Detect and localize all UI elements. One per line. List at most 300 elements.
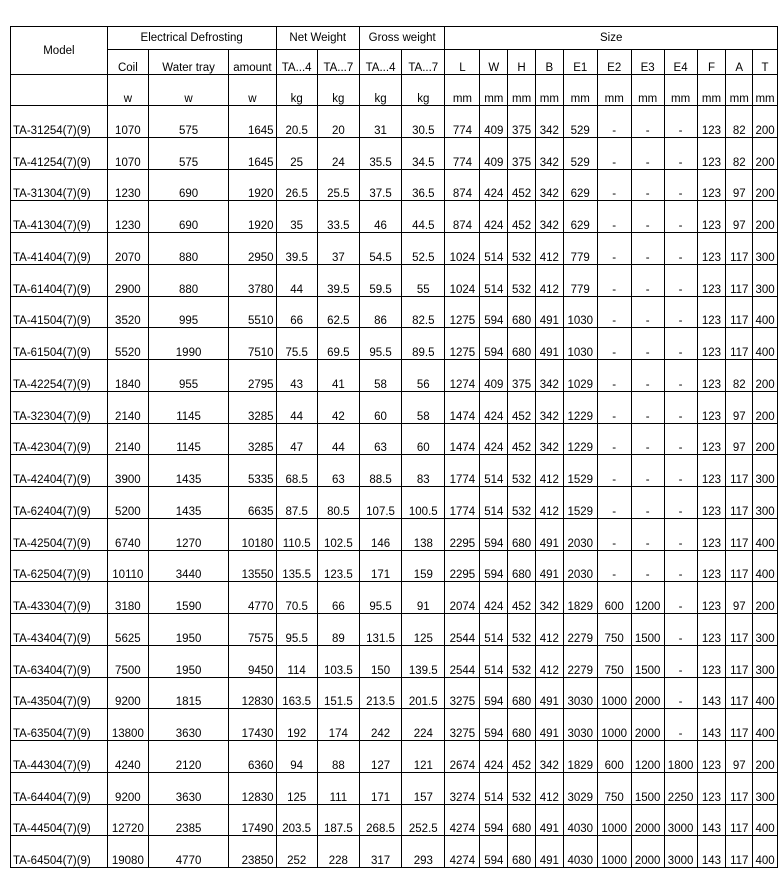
value-cell: -	[597, 423, 631, 455]
unit-header: kg	[359, 75, 401, 106]
unit-header: mm	[445, 75, 480, 106]
value-cell: 452	[508, 741, 536, 773]
subcolumn-header: TA...4	[276, 50, 317, 75]
value-cell: 424	[480, 741, 508, 773]
value-cell: 514	[480, 772, 508, 804]
value-cell: 412	[535, 772, 563, 804]
value-cell: 89	[317, 614, 359, 646]
value-cell: 412	[535, 264, 563, 296]
value-cell: 56	[402, 360, 445, 392]
value-cell: 58	[402, 391, 445, 423]
value-cell: 123	[697, 582, 726, 614]
water-tray-cell: 955	[148, 360, 228, 392]
model-cell: TA-32304(7)(9)	[11, 391, 108, 423]
unit-header: mm	[697, 75, 726, 106]
value-cell: 97	[726, 741, 753, 773]
value-cell: 24	[317, 137, 359, 169]
value-cell: 117	[726, 518, 753, 550]
value-cell: 1000	[597, 804, 631, 836]
value-cell: 532	[508, 264, 536, 296]
value-cell: 35	[276, 201, 317, 233]
value-cell: 1774	[445, 487, 480, 519]
value-cell: 69.5	[317, 328, 359, 360]
subcolumn-header: Water tray	[148, 50, 228, 75]
value-cell: 80.5	[317, 487, 359, 519]
amount-cell: 12830	[229, 772, 276, 804]
value-cell: -	[664, 645, 697, 677]
value-cell: 242	[359, 709, 401, 741]
value-cell: 117	[726, 550, 753, 582]
value-cell: 36.5	[402, 169, 445, 201]
value-cell: 224	[402, 709, 445, 741]
value-cell: 750	[597, 614, 631, 646]
value-cell: -	[664, 487, 697, 519]
value-cell: 424	[480, 391, 508, 423]
coil-cell: 13800	[107, 709, 148, 741]
value-cell: 594	[480, 550, 508, 582]
value-cell: -	[631, 423, 664, 455]
value-cell: 97	[726, 169, 753, 201]
value-cell: 594	[480, 677, 508, 709]
value-cell: -	[664, 677, 697, 709]
value-cell: 66	[276, 296, 317, 328]
model-cell: TA-61504(7)(9)	[11, 328, 108, 360]
value-cell: -	[664, 296, 697, 328]
coil-cell: 2140	[107, 391, 148, 423]
value-cell: 213.5	[359, 677, 401, 709]
value-cell: 123	[697, 645, 726, 677]
value-cell: 123	[697, 518, 726, 550]
unit-header: mm	[508, 75, 536, 106]
value-cell: 1800	[664, 741, 697, 773]
value-cell: 33.5	[317, 201, 359, 233]
value-cell: 30.5	[402, 106, 445, 138]
water-tray-cell: 880	[148, 264, 228, 296]
value-cell: 300	[753, 264, 778, 296]
value-cell: 300	[753, 645, 778, 677]
water-tray-cell: 1815	[148, 677, 228, 709]
value-cell: 774	[445, 137, 480, 169]
value-cell: 117	[726, 233, 753, 265]
table-row	[11, 741, 778, 773]
model-cell: TA-41504(7)(9)	[11, 296, 108, 328]
water-tray-cell: 690	[148, 201, 228, 233]
value-cell: 680	[508, 550, 536, 582]
value-cell: 117	[726, 677, 753, 709]
value-cell: 123	[697, 455, 726, 487]
model-cell: TA-43304(7)(9)	[11, 582, 108, 614]
table-row	[11, 137, 778, 169]
value-cell: 452	[508, 391, 536, 423]
model-cell: TA-41304(7)(9)	[11, 201, 108, 233]
value-cell: 39.5	[276, 233, 317, 265]
water-tray-cell: 4770	[148, 836, 228, 868]
value-cell: 452	[508, 169, 536, 201]
value-cell: 121	[402, 741, 445, 773]
value-cell: -	[631, 201, 664, 233]
value-cell: 131.5	[359, 614, 401, 646]
water-tray-cell: 1145	[148, 391, 228, 423]
value-cell: 529	[563, 106, 597, 138]
value-cell: 409	[480, 137, 508, 169]
value-cell: 680	[508, 328, 536, 360]
table-row	[11, 677, 778, 709]
value-cell: 200	[753, 360, 778, 392]
model-cell: TA-42254(7)(9)	[11, 360, 108, 392]
size-header: Size	[445, 27, 778, 50]
value-cell: 63	[359, 423, 401, 455]
value-cell: 125	[276, 772, 317, 804]
subcolumn-header: TA...7	[317, 50, 359, 75]
amount-cell: 3780	[229, 264, 276, 296]
amount-cell: 13550	[229, 550, 276, 582]
value-cell: 41	[317, 360, 359, 392]
value-cell: -	[597, 264, 631, 296]
value-cell: 424	[480, 582, 508, 614]
value-cell: 514	[480, 614, 508, 646]
value-cell: 123	[697, 423, 726, 455]
unit-header: w	[229, 75, 276, 106]
coil-cell: 9200	[107, 677, 148, 709]
value-cell: 594	[480, 804, 508, 836]
value-cell: 114	[276, 645, 317, 677]
model-cell: TA-44504(7)(9)	[11, 804, 108, 836]
value-cell: 123	[697, 137, 726, 169]
value-cell: 83	[402, 455, 445, 487]
subcolumn-header: TA...4	[359, 50, 401, 75]
value-cell: 594	[480, 296, 508, 328]
model-cell: TA-43504(7)(9)	[11, 677, 108, 709]
model-cell: TA-42404(7)(9)	[11, 455, 108, 487]
value-cell: -	[597, 201, 631, 233]
value-cell: -	[664, 582, 697, 614]
value-cell: 750	[597, 645, 631, 677]
value-cell: -	[597, 455, 631, 487]
value-cell: 594	[480, 709, 508, 741]
value-cell: 2544	[445, 614, 480, 646]
coil-cell: 1840	[107, 360, 148, 392]
amount-cell: 3285	[229, 391, 276, 423]
value-cell: 143	[697, 677, 726, 709]
value-cell: 532	[508, 233, 536, 265]
value-cell: 102.5	[317, 518, 359, 550]
water-tray-cell: 1435	[148, 487, 228, 519]
table-row	[11, 518, 778, 550]
water-tray-cell: 2385	[148, 804, 228, 836]
model-cell: TA-31304(7)(9)	[11, 169, 108, 201]
value-cell: 4274	[445, 804, 480, 836]
value-cell: -	[597, 169, 631, 201]
value-cell: -	[631, 550, 664, 582]
value-cell: -	[631, 391, 664, 423]
value-cell: 252.5	[402, 804, 445, 836]
value-cell: 491	[535, 328, 563, 360]
value-cell: 123	[697, 296, 726, 328]
value-cell: 123	[697, 201, 726, 233]
model-cell: TA-62404(7)(9)	[11, 487, 108, 519]
amount-cell: 5510	[229, 296, 276, 328]
model-cell: TA-41254(7)(9)	[11, 137, 108, 169]
amount-cell: 7510	[229, 328, 276, 360]
value-cell: 532	[508, 614, 536, 646]
value-cell: 412	[535, 614, 563, 646]
value-cell: 532	[508, 645, 536, 677]
value-cell: 103.5	[317, 645, 359, 677]
amount-cell: 17430	[229, 709, 276, 741]
value-cell: 123	[697, 614, 726, 646]
value-cell: 779	[563, 264, 597, 296]
value-cell: 200	[753, 741, 778, 773]
value-cell: 95.5	[276, 614, 317, 646]
value-cell: 774	[445, 106, 480, 138]
value-cell: 342	[535, 391, 563, 423]
value-cell: 151.5	[317, 677, 359, 709]
subcolumn-header: amount	[229, 50, 276, 75]
subcolumn-header: L	[445, 50, 480, 75]
subcolumn-header: Coil	[107, 50, 148, 75]
table-body	[11, 106, 778, 868]
coil-cell: 3520	[107, 296, 148, 328]
value-cell: 66	[317, 582, 359, 614]
value-cell: 52.5	[402, 233, 445, 265]
table-row	[11, 582, 778, 614]
value-cell: 87.5	[276, 487, 317, 519]
model-cell: TA-63504(7)(9)	[11, 709, 108, 741]
model-cell: TA-62504(7)(9)	[11, 550, 108, 582]
value-cell: 117	[726, 645, 753, 677]
value-cell: 117	[726, 264, 753, 296]
value-cell: 117	[726, 328, 753, 360]
value-cell: 375	[508, 360, 536, 392]
water-tray-cell: 1950	[148, 614, 228, 646]
model-cell: TA-42304(7)(9)	[11, 423, 108, 455]
value-cell: -	[631, 455, 664, 487]
value-cell: 300	[753, 487, 778, 519]
amount-cell: 17490	[229, 804, 276, 836]
coil-cell: 1230	[107, 169, 148, 201]
table-row	[11, 296, 778, 328]
value-cell: 400	[753, 550, 778, 582]
amount-cell: 1645	[229, 137, 276, 169]
table-row	[11, 645, 778, 677]
value-cell: 46	[359, 201, 401, 233]
value-cell: 20	[317, 106, 359, 138]
value-cell: 3030	[563, 677, 597, 709]
value-cell: 680	[508, 836, 536, 868]
value-cell: 600	[597, 741, 631, 773]
value-cell: 375	[508, 137, 536, 169]
value-cell: 424	[480, 169, 508, 201]
value-cell: 452	[508, 423, 536, 455]
value-cell: 95.5	[359, 328, 401, 360]
value-cell: 412	[535, 233, 563, 265]
water-tray-cell: 1950	[148, 645, 228, 677]
value-cell: 342	[535, 201, 563, 233]
value-cell: 146	[359, 518, 401, 550]
value-cell: 200	[753, 423, 778, 455]
value-cell: 157	[402, 772, 445, 804]
value-cell: 342	[535, 741, 563, 773]
subcolumn-header: E2	[597, 50, 631, 75]
value-cell: 400	[753, 677, 778, 709]
value-cell: 1500	[631, 614, 664, 646]
value-cell: 123	[697, 550, 726, 582]
water-tray-cell: 1435	[148, 455, 228, 487]
water-tray-cell: 880	[148, 233, 228, 265]
value-cell: 1000	[597, 836, 631, 868]
value-cell: -	[631, 169, 664, 201]
value-cell: 86	[359, 296, 401, 328]
value-cell: 82	[726, 137, 753, 169]
value-cell: 491	[535, 550, 563, 582]
value-cell: 491	[535, 296, 563, 328]
value-cell: 123	[697, 741, 726, 773]
spec-table	[10, 26, 778, 868]
value-cell: 117	[726, 296, 753, 328]
unit-header: kg	[402, 75, 445, 106]
amount-cell: 3285	[229, 423, 276, 455]
value-cell: -	[664, 391, 697, 423]
value-cell: 82	[726, 106, 753, 138]
coil-cell: 1070	[107, 106, 148, 138]
value-cell: 117	[726, 709, 753, 741]
unit-header: kg	[317, 75, 359, 106]
value-cell: -	[597, 360, 631, 392]
coil-cell: 12720	[107, 804, 148, 836]
value-cell: -	[664, 423, 697, 455]
value-cell: 37	[317, 233, 359, 265]
value-cell: 139.5	[402, 645, 445, 677]
water-tray-cell: 1990	[148, 328, 228, 360]
value-cell: 424	[480, 423, 508, 455]
unit-header: mm	[726, 75, 753, 106]
value-cell: 532	[508, 487, 536, 519]
value-cell: 150	[359, 645, 401, 677]
water-tray-cell: 3630	[148, 772, 228, 804]
value-cell: 2544	[445, 645, 480, 677]
water-tray-cell: 690	[148, 169, 228, 201]
table-row	[11, 709, 778, 741]
value-cell: -	[597, 391, 631, 423]
amount-cell: 10180	[229, 518, 276, 550]
value-cell: -	[597, 137, 631, 169]
value-cell: 44.5	[402, 201, 445, 233]
value-cell: 37.5	[359, 169, 401, 201]
value-cell: 200	[753, 201, 778, 233]
value-cell: 135.5	[276, 550, 317, 582]
value-cell: 91	[402, 582, 445, 614]
subcolumn-header: H	[508, 50, 536, 75]
value-cell: 2000	[631, 836, 664, 868]
value-cell: -	[664, 328, 697, 360]
value-cell: 192	[276, 709, 317, 741]
value-cell: 44	[317, 423, 359, 455]
table-row	[11, 614, 778, 646]
value-cell: 300	[753, 772, 778, 804]
coil-cell: 3180	[107, 582, 148, 614]
value-cell: 25.5	[317, 169, 359, 201]
unit-header: w	[107, 75, 148, 106]
amount-cell: 1920	[229, 201, 276, 233]
value-cell: 171	[359, 772, 401, 804]
value-cell: 174	[317, 709, 359, 741]
value-cell: 412	[535, 645, 563, 677]
gross-weight-header: Gross weight	[359, 27, 444, 50]
table-row	[11, 264, 778, 296]
value-cell: 70.5	[276, 582, 317, 614]
value-cell: -	[664, 455, 697, 487]
value-cell: 35.5	[359, 137, 401, 169]
model-cell: TA-63404(7)(9)	[11, 645, 108, 677]
value-cell: 159	[402, 550, 445, 582]
water-tray-cell: 1145	[148, 423, 228, 455]
value-cell: 424	[480, 201, 508, 233]
water-tray-cell: 3440	[148, 550, 228, 582]
value-cell: 200	[753, 106, 778, 138]
unit-cell-empty	[11, 75, 108, 106]
value-cell: -	[631, 106, 664, 138]
value-cell: 1000	[597, 677, 631, 709]
value-cell: 26.5	[276, 169, 317, 201]
value-cell: 491	[535, 677, 563, 709]
value-cell: 594	[480, 518, 508, 550]
value-cell: 1024	[445, 233, 480, 265]
value-cell: 874	[445, 169, 480, 201]
model-column-header: Model	[11, 27, 108, 75]
value-cell: 68.5	[276, 455, 317, 487]
table-row	[11, 169, 778, 201]
value-cell: 117	[726, 455, 753, 487]
value-cell: 300	[753, 614, 778, 646]
value-cell: 412	[535, 455, 563, 487]
value-cell: -	[597, 518, 631, 550]
value-cell: -	[664, 106, 697, 138]
value-cell: 200	[753, 391, 778, 423]
value-cell: 342	[535, 137, 563, 169]
amount-cell: 2950	[229, 233, 276, 265]
coil-cell: 2070	[107, 233, 148, 265]
value-cell: 1829	[563, 741, 597, 773]
value-cell: -	[597, 233, 631, 265]
value-cell: 20.5	[276, 106, 317, 138]
water-tray-cell: 575	[148, 106, 228, 138]
amount-cell: 1920	[229, 169, 276, 201]
value-cell: -	[597, 106, 631, 138]
coil-cell: 5625	[107, 614, 148, 646]
model-cell: TA-43404(7)(9)	[11, 614, 108, 646]
electrical-defrosting-header: Electrical Defrosting	[107, 27, 276, 50]
value-cell: -	[664, 233, 697, 265]
value-cell: 187.5	[317, 804, 359, 836]
value-cell: 1229	[563, 391, 597, 423]
water-tray-cell: 2120	[148, 741, 228, 773]
model-cell: TA-64404(7)(9)	[11, 772, 108, 804]
value-cell: 268.5	[359, 804, 401, 836]
value-cell: 60	[402, 423, 445, 455]
model-cell: TA-31254(7)(9)	[11, 106, 108, 138]
value-cell: 127	[359, 741, 401, 773]
subcolumn-header: E4	[664, 50, 697, 75]
value-cell: 123	[697, 487, 726, 519]
value-cell: 400	[753, 518, 778, 550]
coil-cell: 7500	[107, 645, 148, 677]
value-cell: 34.5	[402, 137, 445, 169]
value-cell: 1529	[563, 487, 597, 519]
value-cell: -	[631, 296, 664, 328]
subcolumn-header: E3	[631, 50, 664, 75]
value-cell: 117	[726, 614, 753, 646]
value-cell: -	[597, 487, 631, 519]
